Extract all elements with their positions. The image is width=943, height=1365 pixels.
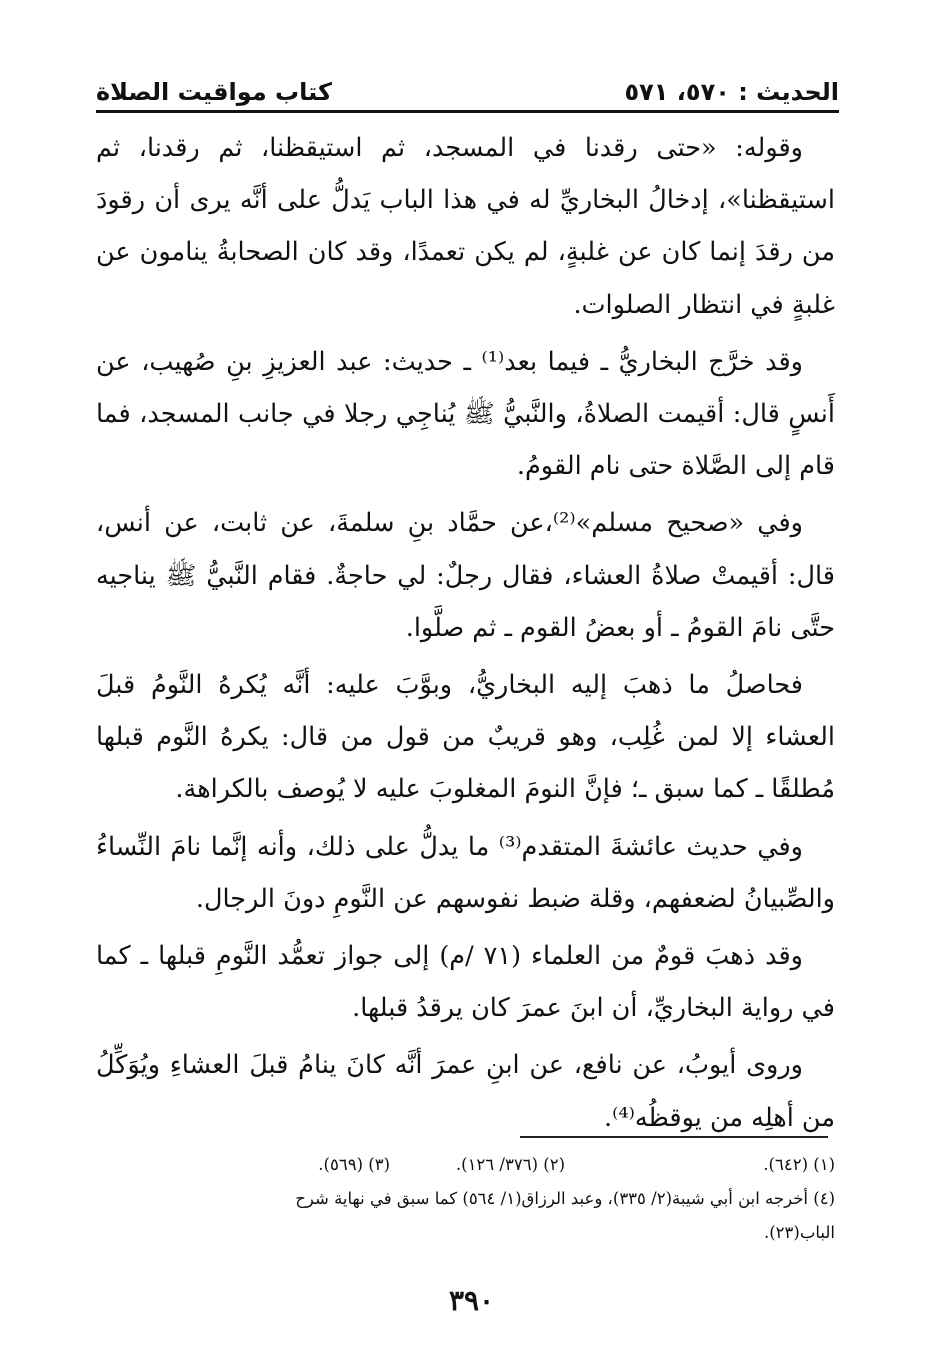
chapter-title: كتاب مواقيت الصلاة: [96, 78, 332, 106]
page-number: ٣٩٠: [448, 1284, 495, 1317]
paragraph-7: وروى أيوبُ، عن نافع، عن ابنِ عمرَ أنَّه كانَ ينامُ قبلَ العشاءِ ويُوَكِّلُ من أهلِه من يوقظُه⁽⁴⁾.: [96, 1050, 835, 1133]
footnote-row: [96, 1148, 835, 1182]
running-header: [96, 66, 839, 106]
hadith-numbers: الحديث : ٥٧٠، ٥٧١: [624, 78, 839, 106]
paragraph-2: وقد خرَّج البخاريُّ ـ فيما بعد⁽¹⁾ ـ حديث: عبد العزيزِ بنِ صُهيب، عن أَنسٍ قال: أقيمت الصلاةُ، والنَّبيُّ ﷺ يُناجِي رجلا في جانب المسجد، فما قام إلى الصَّلاة حتى نام القومُ.: [96, 346, 835, 482]
paragraph-1: وقوله: «حتى رقدنا في المسجد، ثم استيقظنا، ثم رقدنا، ثم استيقظنا»، إدخالُ البخاريِّ له في هذا الباب يَدلُّ على أنَّه يرى أن رقودَ من رقدَ إنما كان عن غلبةٍ، لم يكن تعمدًا، وقد كان الصحابةُ ينامون عن غلبةٍ في انتظار الصلوات.: [96, 133, 835, 320]
paragraph-4: فحاصلُ ما ذهبَ إليه البخاريُّ، وبوَّبَ عليه: أنَّه يُكرهُ النَّومُ قبلَ العشاء إلا لمن غُلِب، وهو قريبٌ من قول من قال: يكرهُ النَّوم قبلها مُطلقًا ـ كما سبق ـ؛ فإنَّ النومَ المغلوبَ عليه لا يُوصف بالكراهة.: [96, 670, 835, 805]
paragraph-6: وقد ذهبَ قومٌ من العلماء (٧١ /م) إلى جواز تعمُّد النَّومِ قبلها ـ كما في رواية البخاريِّ، أن ابنَ عمرَ كان يرقدُ قبلها.: [96, 941, 835, 1024]
paragraph-3: وفي «صحيح مسلم»⁽²⁾،عن حمَّاد بنِ سلمةَ، عن ثابت، عن أنس، قال: أقيمتْ صلاةُ العشاء، فقال رجلٌ: لي حاجةٌ. فقام النَّبيُّ ﷺ يناجيه حتَّى نامَ القومُ ـ أو بعضُ القوم ـ ثم صلَّوا.: [96, 508, 835, 643]
paragraph-5: وفي حديث عائشةَ المتقدم⁽³⁾ ما يدلُّ على ذلك، وأنه إنَّما نامَ النِّساءُ والصِّبيانُ لضعفهم، وقلة ضبط نفوسهم عن النَّومِ دونَ الرجال.: [96, 831, 835, 914]
footnote-3: (٣) (٥٦٩).: [318, 1155, 390, 1174]
footnote-4-line-2: الباب(٢٣).: [763, 1223, 835, 1242]
footnote-separator: [520, 1136, 828, 1138]
footnote-1: (١) (٦٤٢).: [763, 1155, 835, 1174]
footnotes: [96, 1148, 835, 1250]
footnote-4-line-1: (٤) أخرجه ابن أبي شيبة(٢/ ٣٣٥)، وعبد الرزاق(١/ ٥٦٤) كما سبق في نهاية شرح: [295, 1189, 835, 1208]
footnote-4: [96, 1182, 835, 1250]
header-rule: [96, 110, 839, 113]
body-text: [96, 122, 835, 1149]
footnote-2: (٢) (٣٧٦/ ١٢٦).: [455, 1155, 565, 1174]
